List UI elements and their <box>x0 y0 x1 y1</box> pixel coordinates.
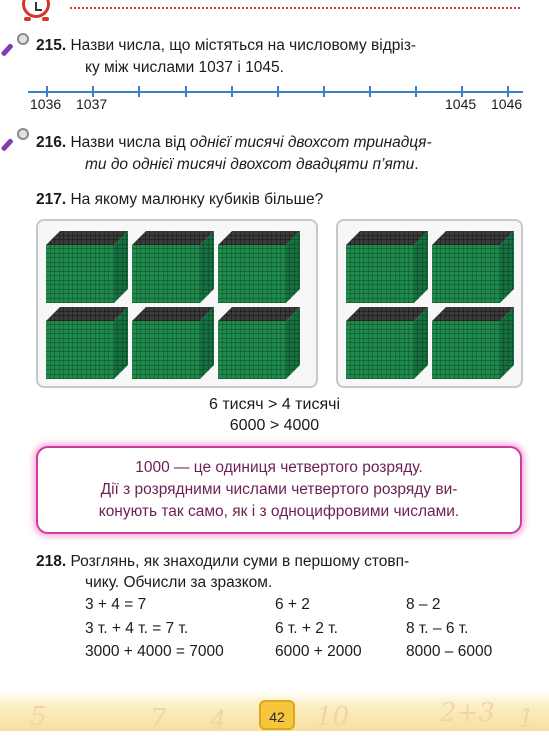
task-number: 218. <box>36 553 67 570</box>
equation: 8000 – 6000 <box>406 643 493 660</box>
decor-number: 7 <box>150 704 167 734</box>
tick <box>369 86 371 97</box>
comparison-words: 6 тисяч > 4 тисячі <box>208 396 340 413</box>
cube-panel-left <box>36 219 318 388</box>
rule-line: конують так само, як і з одноцифровими числами. <box>98 503 460 520</box>
tick <box>185 86 187 97</box>
thousand-cube <box>218 307 300 379</box>
tick <box>138 86 140 97</box>
top-divider <box>70 0 520 9</box>
equation: 6 + 2 <box>275 596 310 613</box>
thousand-cube <box>132 231 214 303</box>
task-218 <box>36 552 409 572</box>
rule-box <box>36 446 522 534</box>
task-text-italic: ти до однієї тисячі двохсот двадцяти п’яти <box>85 156 415 173</box>
equation: 3 т. + 4 т. = 7 т. <box>85 620 189 637</box>
task-215 <box>36 36 416 56</box>
number-line-label: 1046 <box>491 96 523 112</box>
task-217 <box>36 190 323 210</box>
rule-line: Дії з розрядними числами четвертого розряду ви- <box>100 481 458 498</box>
decor-number: 5 <box>30 702 47 732</box>
number-line <box>28 91 523 93</box>
thousand-cube <box>46 307 128 379</box>
task-216 <box>36 133 432 153</box>
microphone-icon <box>6 128 30 152</box>
number-line-label: 1045 <box>445 96 477 112</box>
task-text-pre: Назви числа від <box>70 134 190 151</box>
microphone-icon <box>6 33 30 57</box>
task-text-line1: Назви числа, що містяться на числовому відріз- <box>70 37 417 54</box>
equation: 3 + 4 = 7 <box>85 596 147 613</box>
cube-panel-right <box>336 219 523 388</box>
decor-number: 1 <box>518 704 535 734</box>
page-number: 42 <box>259 700 295 730</box>
thousand-cube <box>432 231 514 303</box>
equation: 8 т. – 6 т. <box>406 620 469 637</box>
task-question: На якому малюнку кубиків більше? <box>70 191 324 208</box>
alarm-clock-icon <box>18 0 56 26</box>
task-text-end: . <box>414 156 419 173</box>
equation: 6 т. + 2 т. <box>275 620 338 637</box>
equation: 8 – 2 <box>406 596 441 613</box>
decor-number: 4 <box>210 706 227 736</box>
thousand-cube <box>432 307 514 379</box>
decor-number: 2+3 <box>440 698 495 728</box>
thousand-cube <box>218 231 300 303</box>
equation: 6000 + 2000 <box>275 643 362 660</box>
tick <box>323 86 325 97</box>
task-text-line1: Розглянь, як знаходили суми в першому стовп- <box>70 553 410 570</box>
thousand-cube <box>346 307 428 379</box>
tick <box>231 86 233 97</box>
thousand-cube <box>346 231 428 303</box>
comparison-numbers: 6000 > 4000 <box>229 417 320 434</box>
decor-number: 10 <box>316 702 350 732</box>
task-text-italic: однієї тисячі двохсот тринадця- <box>189 134 432 151</box>
task-number: 217. <box>36 191 67 208</box>
task-215-line2: ку між числами 1037 і 1045. <box>85 59 284 76</box>
thousand-cube <box>132 307 214 379</box>
equation: 3000 + 4000 = 7000 <box>85 643 224 660</box>
number-line-label: 1037 <box>76 96 108 112</box>
task-218-line2: чику. Обчисли за зразком. <box>85 574 273 591</box>
task-number: 215. <box>36 37 67 54</box>
rule-line: 1000 — це одиниця четвертого розряду. <box>135 459 423 476</box>
number-line-label: 1036 <box>30 96 62 112</box>
task-216-line2 <box>85 155 419 175</box>
tick <box>415 86 417 97</box>
task-number: 216. <box>36 134 67 151</box>
thousand-cube <box>46 231 128 303</box>
tick <box>277 86 279 97</box>
